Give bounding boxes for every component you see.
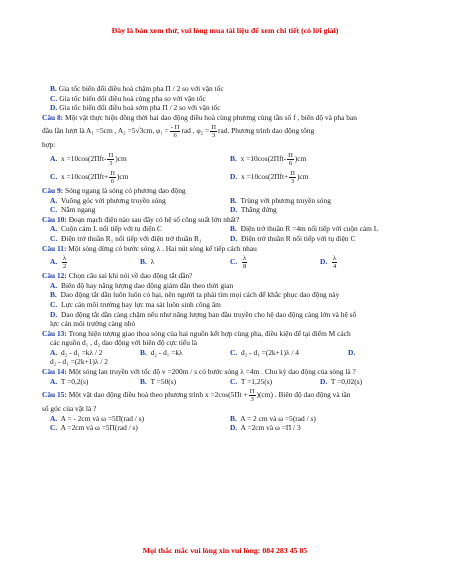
fraction: $\frac{\Pi}{3}$ bbox=[211, 124, 217, 140]
option-b: B. Điện trở thuần R =4m nối tiếp với cuộn cảm L bbox=[230, 224, 379, 234]
option-a: A. d₂ - d₁ =kλ / 2 bbox=[50, 347, 103, 357]
option-a: A. x =10cos(2Πft- $\frac{\Pi}{3}$ )cm bbox=[50, 151, 127, 167]
carry-option-c: C. Gia tốc biến đổi điều hoà cùng pha so với vận tốc bbox=[50, 93, 206, 103]
question-9: Câu 9: Sóng ngang là sóng có phương dao động bbox=[42, 185, 186, 195]
question-10-options-row1 bbox=[42, 224, 414, 234]
question-15-options-row1 bbox=[42, 414, 414, 424]
question-12: Câu 12: Chọn câu sai khi nói về dao động tắt dần? bbox=[42, 271, 193, 281]
option-c: C. $\frac{\lambda}{8}$ bbox=[230, 254, 247, 270]
option-a: A. T =0,2(s) bbox=[50, 376, 89, 386]
option-c: C. T =1,25(s) bbox=[230, 376, 273, 386]
question-11-options bbox=[42, 253, 414, 271]
option-d: D. Dao động tắt dần càng chậm nếu như năng lượng ban đầu truyền cho hệ dao động càng lớn và hệ số bbox=[50, 309, 357, 319]
option-b: B. Dao động tắt dần luôn luôn có hại, nên người ta phải tìm mọi cách để khắc phục dao động này bbox=[50, 290, 340, 300]
question-8-options-row1 bbox=[42, 150, 414, 168]
question-13-options bbox=[42, 348, 414, 358]
option-b: B. d₂ - d₁ =kλ bbox=[140, 347, 183, 357]
option-a: A. $\frac{\lambda}{2}$ bbox=[50, 254, 67, 270]
fraction: $\frac{\Pi}{3}$ bbox=[249, 388, 255, 404]
option-b: B. A = 2 cm và ω =5(rad / s) bbox=[230, 413, 316, 423]
option-b: B. Trùng với phương truyền sóng bbox=[230, 195, 331, 205]
option-d: D. T =0,02(s) bbox=[320, 376, 363, 386]
option-d: D. x =10cos(2Πft+ $\frac{\Pi}{3}$ )cm bbox=[230, 169, 309, 185]
question-10: Câu 10: Đoạn mạch điện nào sau đây có hệ số công suất lớn nhất? bbox=[42, 214, 240, 224]
question-13-line2: các nguồn d₁ , d₂ dao động với biên độ cực tiểu là bbox=[50, 338, 198, 348]
question-15: Câu 15: Một vật dao động điều hoà theo phương trình x =2cos(5Πt + $\frac{\Pi}{3}$ )(cm) . Biên độ dao động và tần bbox=[42, 388, 351, 404]
option-c: C. Nằm ngang bbox=[50, 205, 96, 215]
option-c: C. Lực cản môi trường hay lực ma sát luôn sinh công âm bbox=[50, 299, 221, 309]
question-13: Câu 13: Trong hiện tượng giao thoa sóng của hai nguồn kết hợp cùng pha, điều kiện để tại điểm M cách bbox=[42, 328, 351, 338]
option-b: B. x =10cos(2Πft- $\frac{\Pi}{6}$ )cm bbox=[230, 151, 307, 167]
question-14-options bbox=[42, 377, 414, 387]
question-15-options-row2 bbox=[42, 423, 414, 433]
option-a: A. Vuông góc với phương truyền sóng bbox=[50, 195, 166, 205]
question-9-options-row2 bbox=[42, 205, 414, 215]
option-d: D. Thẳng đứng bbox=[230, 205, 277, 215]
option-d: D. A =2cm và ω =Π / 3 bbox=[230, 423, 301, 433]
option-b: B. λ bbox=[140, 257, 155, 267]
option-a: A. A = - 2cm và ω =5Π(rad / s) bbox=[50, 413, 145, 423]
question-8-options-row2 bbox=[42, 168, 414, 186]
option-a: A. Cuộn cảm L nối tiếp với tụ điện C bbox=[50, 224, 162, 234]
option-c: C. Điện trở thuần R₁ nối tiếp với điện trở thuần R₁ bbox=[50, 233, 202, 243]
question-11: Câu 11: Một sóng dừng có bước sóng λ . Hai nút sóng kế tiếp cách nhau bbox=[42, 243, 257, 253]
fraction: $\frac{- \Pi}{6}$ bbox=[170, 124, 180, 140]
option-d-continued: d₂ - d₁ =(2k+1)λ / 2 bbox=[50, 357, 108, 367]
exam-page bbox=[42, 84, 414, 433]
option-c: C. x =10cos(2Πft+ $\frac{\Pi}{6}$ )cm bbox=[50, 169, 129, 185]
question-14: Câu 14: Một sóng lan truyền với tốc độ v =200m / s có bước sóng λ =4m . Chu kỳ dao động của sóng là ? bbox=[42, 367, 356, 377]
carry-option-b: B. Gia tốc biến đổi điều hoà chậm pha Π / 2 so với vận tốc bbox=[50, 84, 224, 93]
question-8-line3: hợp: bbox=[42, 140, 56, 150]
option-c: C. d₂ - d₁ =(2k+1)λ / 4 bbox=[230, 347, 299, 357]
option-c: C. A =2cm và ω =5Π(rad / s) bbox=[50, 423, 138, 433]
option-a: A. Biên độ hay năng lượng dao động giảm dần theo thời gian bbox=[50, 280, 234, 290]
question-8: Câu 8: Một vật thực hiện đồng thời hai dao động điều hoà cùng phương cùng tần số f , biên độ và pha ban bbox=[42, 112, 357, 122]
question-10-options-row2 bbox=[42, 234, 414, 244]
option-d: D. Điện trở thuần R nối tiếp với tụ điện C bbox=[230, 233, 356, 243]
contact-footer: Mọi thắc mắc vui lòng xin vui lòng: 084 283 45 85 bbox=[142, 546, 308, 555]
carry-option-d: D. Gia tốc biến đổi điều hoà sớm pha Π / 2 so với vận tốc bbox=[50, 103, 221, 113]
question-15-line2: số góc của vật là ? bbox=[42, 404, 97, 414]
question-8-line2: đầu lần lượt là A₁ =5cm , A₂ =5√3cm, φ₁ = $\frac{- \Pi}{6}$ rad , φ₂ = $\frac{\Pi}{3}$ rad. Phương trình dao động tổng bbox=[42, 124, 315, 140]
question-9-options-row1 bbox=[42, 196, 414, 206]
preview-header: Đây là bản xem thử, vui lòng mua tài liệu để xem chi tiết (có lời giải) bbox=[111, 26, 339, 35]
option-d: D. $\frac{\lambda}{4}$ bbox=[320, 254, 337, 270]
option-d-continued: lực cản môi trường càng nhỏ bbox=[50, 319, 136, 329]
option-d: D. bbox=[348, 347, 356, 357]
option-b: B. T =50(s) bbox=[140, 376, 177, 386]
